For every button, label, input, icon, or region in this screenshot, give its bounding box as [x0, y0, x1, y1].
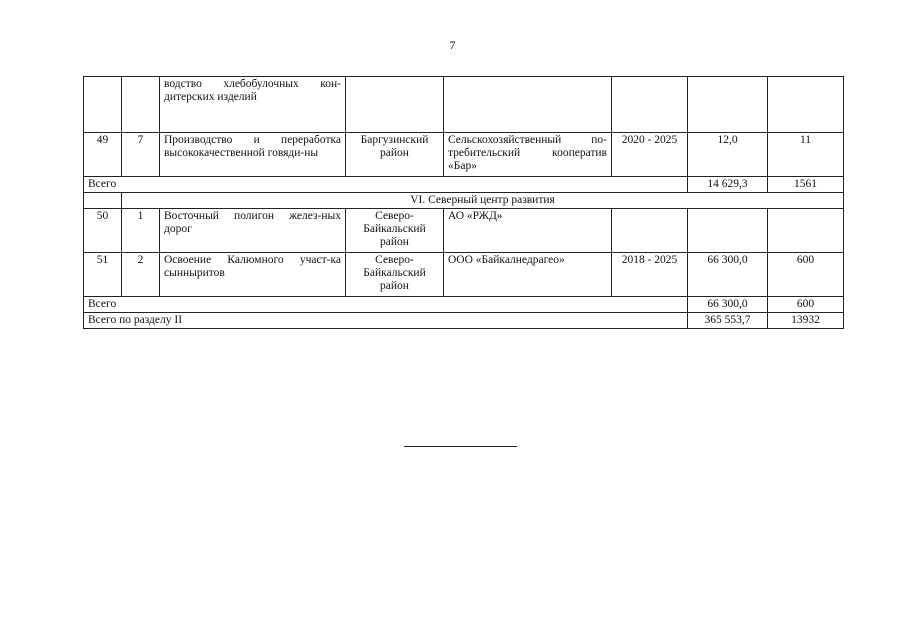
investor: Сельскохозяйственный по-требительский кооператив «Бар» — [444, 133, 612, 177]
total-label: Всего по разделу II — [84, 313, 688, 329]
subtotal-value: 14 629,3 — [688, 177, 768, 193]
jobs-count — [768, 209, 844, 253]
jobs-count: 600 — [768, 253, 844, 297]
subtotal-label: Всего — [84, 177, 688, 193]
investment-value — [688, 209, 768, 253]
period — [612, 77, 688, 133]
jobs-count — [768, 77, 844, 133]
investment-value: 66 300,0 — [688, 253, 768, 297]
row-subnumber — [122, 77, 160, 133]
row-number: 49 — [84, 133, 122, 177]
jobs-count: 11 — [768, 133, 844, 177]
project-name: Производство и переработка высококачественной говяди-ны — [160, 133, 346, 177]
section-header-row — [84, 193, 844, 209]
subtotal-count: 1561 — [768, 177, 844, 193]
section-title: VI. Северный центр развития — [122, 193, 844, 209]
investor — [444, 77, 612, 133]
page-number: 7 — [449, 38, 456, 52]
closing-separator-line — [404, 446, 517, 447]
investor: ООО «Байкалнедрагео» — [444, 253, 612, 297]
subtotal-label: Всего — [84, 297, 688, 313]
investment-value: 12,0 — [688, 133, 768, 177]
district: Северо-Байкальский район — [346, 209, 444, 253]
table-row — [84, 209, 844, 253]
table-row — [84, 133, 844, 177]
investment-value — [688, 77, 768, 133]
total-value: 365 553,7 — [688, 313, 768, 329]
table-row — [84, 77, 844, 133]
project-name: Восточный полигон желез-ных дорог — [160, 209, 346, 253]
period: 2018 - 2025 — [612, 253, 688, 297]
total-count: 13932 — [768, 313, 844, 329]
section-blank-cell — [84, 193, 122, 209]
project-name: Освоение Калюмного участ-ка сынныритов — [160, 253, 346, 297]
row-subnumber: 1 — [122, 209, 160, 253]
district: Северо-Байкальский район — [346, 253, 444, 297]
table-row — [84, 253, 844, 297]
period — [612, 209, 688, 253]
row-subnumber: 7 — [122, 133, 160, 177]
row-number: 50 — [84, 209, 122, 253]
row-number: 51 — [84, 253, 122, 297]
row-subnumber: 2 — [122, 253, 160, 297]
subtotal-row — [84, 177, 844, 193]
subtotal-row — [84, 297, 844, 313]
total-row — [84, 313, 844, 329]
project-name: водство хлебобулочных кон-дитерских изделий — [160, 77, 346, 133]
subtotal-value: 66 300,0 — [688, 297, 768, 313]
district: Баргузинский район — [346, 133, 444, 177]
projects-table — [83, 76, 844, 329]
investor: АО «РЖД» — [444, 209, 612, 253]
row-number — [84, 77, 122, 133]
district — [346, 77, 444, 133]
subtotal-count: 600 — [768, 297, 844, 313]
period: 2020 - 2025 — [612, 133, 688, 177]
